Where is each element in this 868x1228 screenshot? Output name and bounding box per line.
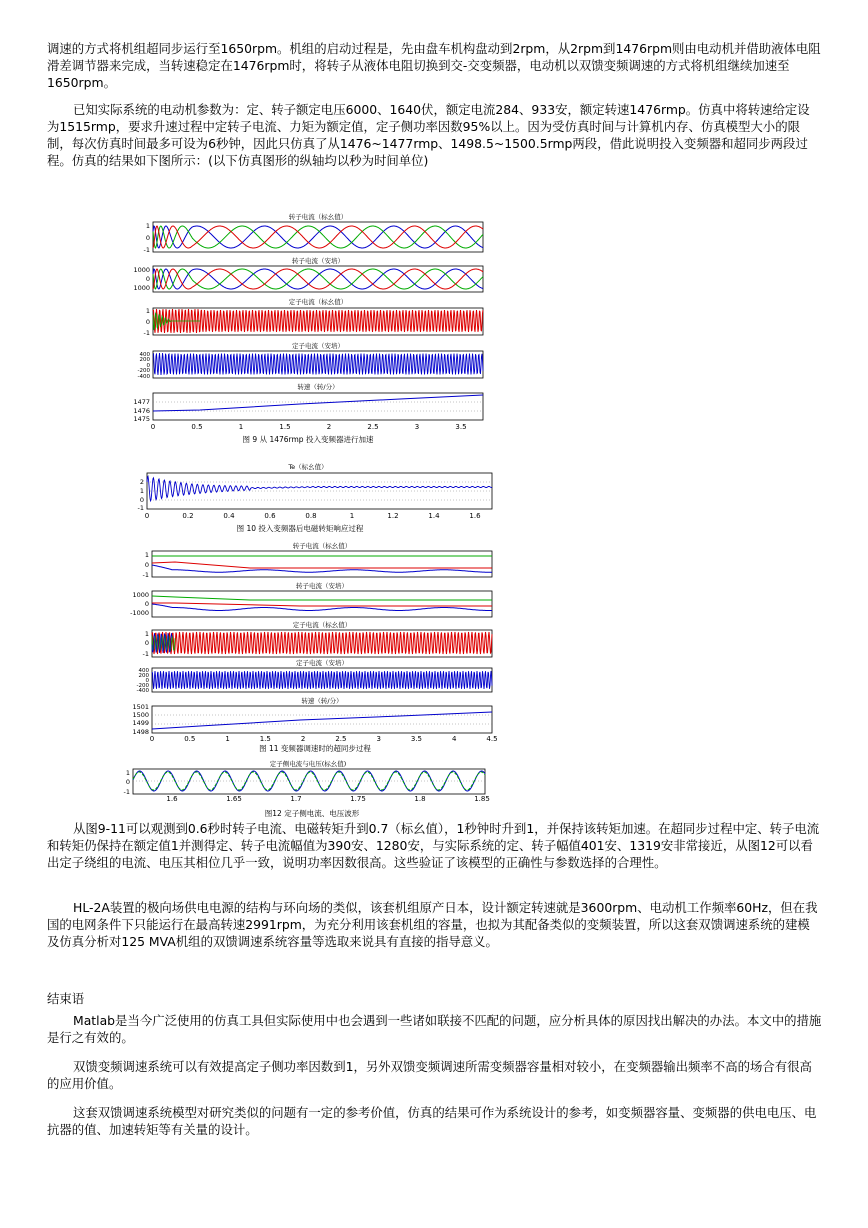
fig11-p3-ytick-2: 0 xyxy=(144,639,149,647)
fig12-xtick-label: 1.85 xyxy=(474,795,490,803)
fig9-p2-ytick-2: 0 xyxy=(145,275,150,283)
section-heading-conclusion: 结束语 xyxy=(47,991,85,1006)
fig9-p5-ytick-3: 1475 xyxy=(133,415,150,423)
fig11-xtick-label: 2 xyxy=(300,735,306,743)
fig9-p3-ytick-2: 0 xyxy=(145,318,150,326)
fig10-ytick-4: -1 xyxy=(137,504,144,512)
fig9-p2-ytick-3: 1000 xyxy=(133,284,150,292)
fig10-ytick-3: 0 xyxy=(139,496,144,504)
fig11-p5-ytick-4: 1498 xyxy=(132,728,149,736)
fig9-title-3: 定子电流（标幺值） xyxy=(288,298,348,306)
fig9-title-4: 定子电流（安培） xyxy=(292,342,344,350)
figure-12 xyxy=(124,759,490,818)
fig10-ytick-2: 1 xyxy=(139,487,144,495)
fig9-x-ticks xyxy=(151,423,467,431)
fig11-xtick-label: 0.5 xyxy=(184,735,196,743)
fig11-p5-ytick-3: 1499 xyxy=(132,719,149,727)
fig10-xtick-label: 1.6 xyxy=(469,512,481,520)
fig11-xtick-label: 4.5 xyxy=(486,735,498,743)
fig9-xtick-label: 1.5 xyxy=(279,423,291,431)
fig9-p5-ytick-1: 1477 xyxy=(133,398,150,406)
fig9-p4-ytick-1: 400 xyxy=(139,352,150,358)
fig10-title: Te（标幺值） xyxy=(288,463,328,471)
fig12-caption: 图12 定子侧电流、电压波形 xyxy=(264,809,360,818)
fig11-p5-ytick-1: 1501 xyxy=(132,703,149,711)
fig9-p4-ytick-3: 0 xyxy=(146,363,150,369)
fig9-p1-ytick-m1: -1 xyxy=(143,246,150,254)
fig12-xtick-label: 1.75 xyxy=(350,795,366,803)
fig11-p4-ytick-2: 200 xyxy=(138,673,149,679)
paragraph-matlab: Matlab是当今广泛使用的仿真工具但实际使用中也会遇到一些诸如联接不匹配的问题，应分析具体的原因找出解决的办法。本文中的措施是行之有效的。 xyxy=(47,1013,822,1045)
fig10-xtick-label: 0.6 xyxy=(264,512,276,520)
fig11-xtick-label: 1.5 xyxy=(259,735,271,743)
fig9-p4-ytick-4: -200 xyxy=(137,368,150,374)
fig12-ytick-1: 1 xyxy=(125,769,130,777)
fig10-xtick-label: 1.4 xyxy=(428,512,440,520)
fig9-p3-ytick-3: -1 xyxy=(143,329,150,337)
fig11-p3-ytick-3: -1 xyxy=(142,650,149,658)
fig11-title-3: 定子电流（标幺值） xyxy=(292,621,352,629)
fig10-caption: 图 10 投入变频器后电磁转矩响应过程 xyxy=(236,524,364,533)
fig10-xtick-label: 1.2 xyxy=(387,512,399,520)
fig9-caption: 图 9 从 1476rmp 投入变频器进行加速 xyxy=(242,435,374,444)
fig12-xtick-label: 1.65 xyxy=(226,795,242,803)
fig9-xtick-label: 1 xyxy=(238,423,244,431)
fig9-xtick-label: 2.5 xyxy=(367,423,379,431)
fig11-title-2: 转子电流（安培） xyxy=(296,582,348,590)
fig11-p4-ytick-1: 400 xyxy=(138,668,149,674)
fig11-xtick-label: 0 xyxy=(149,735,155,743)
fig11-p2-ytick-1: 1000 xyxy=(132,591,149,599)
fig11-p5-ytick-2: 1500 xyxy=(132,711,149,719)
fig11-title-5: 转速（转/分） xyxy=(301,697,343,705)
fig11-p1-ytick-1: 1 xyxy=(144,551,149,559)
fig9-xtick-label: 3 xyxy=(414,423,420,431)
fig11-p1-ytick-3: -1 xyxy=(142,571,149,579)
fig11-xtick-label: 4 xyxy=(451,735,457,743)
fig11-x-ticks xyxy=(150,735,498,743)
fig11-p2-ytick-3: -1000 xyxy=(130,609,149,617)
fig9-p4-ytick-5: -400 xyxy=(137,374,150,380)
fig9-xtick-label: 3.5 xyxy=(455,423,467,431)
paragraph-intro: 调速的方式将机组超同步运行至1650rpm。机组的启动过程是，先由盘车机构盘动到2rpm，从2rpm到1476rpm则由电动机并借助液体电阻滑差调节器来完成，当转速稳定在1476rpm时，将转子从液体电阻切换到交-交变频器，电动机以双馈变频调速的方式将机组继续加速至1650rpm。 xyxy=(47,41,821,90)
fig12-xtick-label: 1.6 xyxy=(166,795,178,803)
fig11-p4-ytick-3: 0 xyxy=(145,678,149,684)
paragraph-hl2a: HL-2A装置的极向场供电电源的结构与环向场的类似，该套机组原产日本，设计额定转速就是3600rpm、电动机工作频率60Hz，但在我国的电网条件下只能运行在最高转速2991rpm，为充分利用该套机组的容量，也拟为其配备类似的变频装置，所以这套双馈调速系统的建模及仿真分析对125 MVA机组的双馈调速系统容量等选取来说具有直接的指导意义。 xyxy=(47,900,818,949)
figure-9 xyxy=(133,212,483,444)
fig10-xtick-label: 0 xyxy=(144,512,150,520)
fig11-p4-ytick-4: -200 xyxy=(136,683,149,689)
fig12-x-ticks xyxy=(166,795,489,803)
figure-10 xyxy=(138,462,492,533)
fig9-p3-ytick-1: 1 xyxy=(145,307,150,315)
fig12-xtick-label: 1.8 xyxy=(414,795,426,803)
fig10-xtick-label: 0.8 xyxy=(305,512,317,520)
fig11-xtick-label: 2.5 xyxy=(335,735,347,743)
fig11-p4-ytick-5: -400 xyxy=(136,688,149,694)
paragraph-reference: 这套双馈调速系统模型对研究类似的问题有一定的参考价值，仿真的结果可作为系统设计的参考，如变频器容量、变频器的供电电压、电抗器的值、加速转矩等有关量的设计。 xyxy=(47,1105,817,1137)
fig11-title-1: 转子电流（标幺值） xyxy=(292,542,352,550)
fig11-p2-ytick-2: 0 xyxy=(144,600,149,608)
fig9-p4-ytick-2: 200 xyxy=(139,357,150,363)
fig12-xtick-label: 1.7 xyxy=(290,795,302,803)
fig10-xtick-label: 0.4 xyxy=(223,512,235,520)
fig12-ytick-3: -1 xyxy=(123,788,130,796)
fig11-xtick-label: 1 xyxy=(225,735,230,743)
fig9-xtick-label: 0.5 xyxy=(191,423,203,431)
fig11-title-4: 定子电流（安培） xyxy=(296,659,348,667)
fig12-title: 定子侧电流与电压(标幺值) xyxy=(269,760,347,768)
fig9-p1-ytick-0: 0 xyxy=(145,234,150,242)
paragraph-power-factor: 双馈变频调速系统可以有效提高定子侧功率因数到1，另外双馈变频调速所需变频器容量相对较小，在变频器输出频率不高的场合有很高的应用价值。 xyxy=(47,1059,812,1091)
fig9-p1-ytick-1: 1 xyxy=(145,222,150,230)
fig10-ytick-1: 2 xyxy=(139,478,144,486)
fig9-title-5: 转速（转/分） xyxy=(297,383,339,391)
fig11-p3-ytick-1: 1 xyxy=(144,630,149,638)
fig10-x-ticks xyxy=(145,512,481,520)
fig10-xtick-label: 1 xyxy=(349,512,355,520)
fig9-title-1: 转子电流（标幺值） xyxy=(288,213,348,221)
fig9-p2-ytick-1: 1000 xyxy=(133,266,150,274)
paragraph-parameters: 已知实际系统的电动机参数为：定、转子额定电压6000、1640伏，额定电流284、933安，额定转速1476rmp。仿真中将转速给定设为1515rmp，要求升速过程中定转子电流、力矩为额定值，定子侧功率因数95%以上。因为受仿真时间与计算机内存、仿真模型大小的限制，每次仿真时间最多可设为6秒钟，因此只仿真了从1476~1477rmp、1498.5~1500.5rmp两段，借此说明投入变频器和超同步两段过程。仿真的结果如下图所示：(以下仿真图形的纵轴均以秒为时间单位) xyxy=(47,102,810,168)
fig11-caption: 图 11 变频器调速时的超同步过程 xyxy=(259,744,371,753)
paragraph-analysis: 从图9-11可以观测到0.6秒时转子电流、电磁转矩升到0.7（标幺值），1秒钟时升到1，并保持该转矩加速。在超同步过程中定、转子电流和转矩仍保持在额定值1并测得定、转子电流幅值为390安、1280安，与实际系统的定、转子幅值401安、1319安非常接近，从图12可以看出定子绕组的电流、电压其相位几乎一致，说明功率因数很高。这些验证了该模型的正确性与参数选择的合理性。 xyxy=(47,821,820,870)
fig11-xtick-label: 3 xyxy=(376,735,381,743)
figure-11 xyxy=(130,541,497,753)
fig11-xtick-label: 3.5 xyxy=(410,735,422,743)
fig9-xtick-label: 2 xyxy=(326,423,332,431)
fig9-p5-ytick-2: 1476 xyxy=(133,407,150,415)
fig12-ytick-2: 0 xyxy=(125,778,130,786)
fig9-title-2: 转子电流（安培） xyxy=(292,257,344,265)
fig11-p1-ytick-2: 0 xyxy=(144,561,149,569)
fig9-xtick-label: 0 xyxy=(150,423,156,431)
fig10-xtick-label: 0.2 xyxy=(182,512,194,520)
